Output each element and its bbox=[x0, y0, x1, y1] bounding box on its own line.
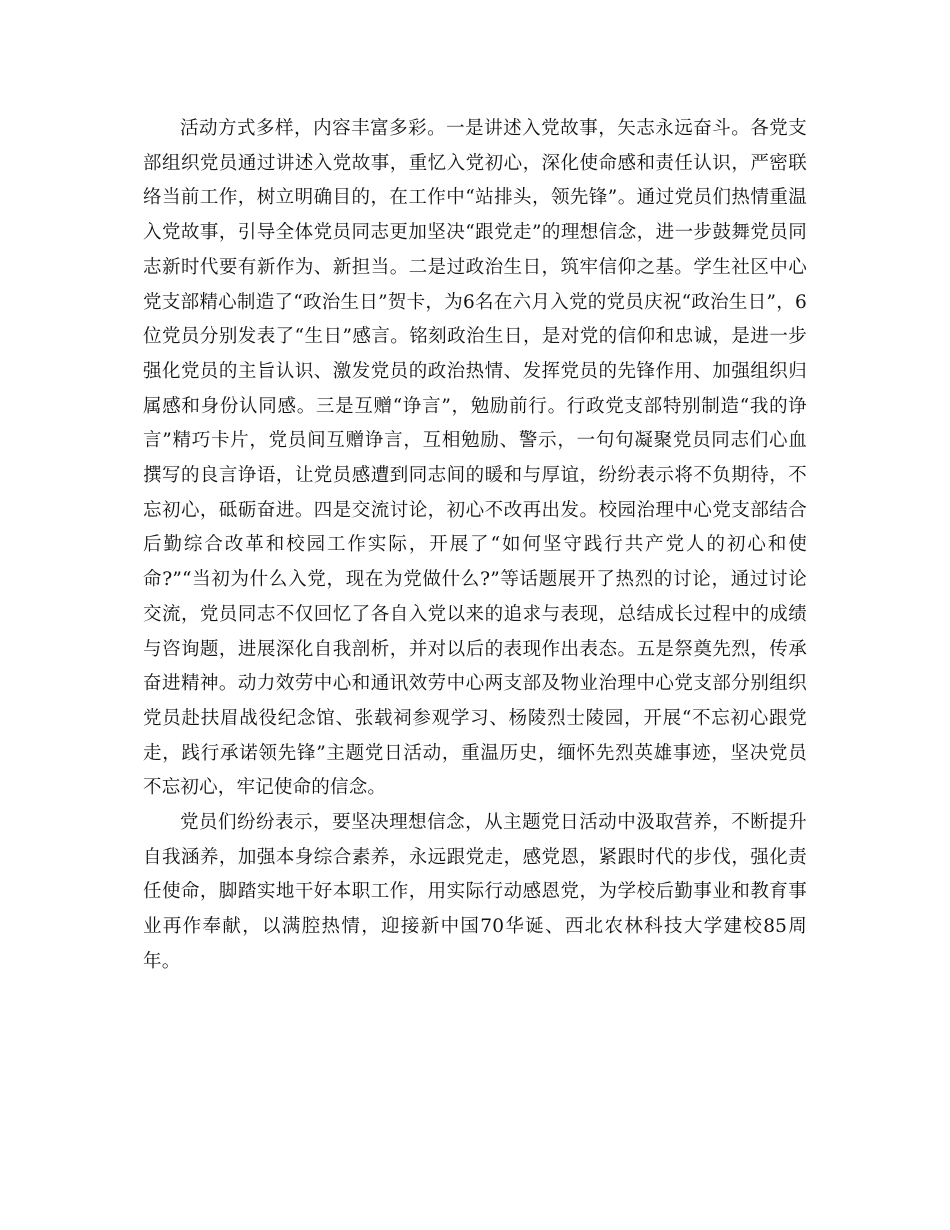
paragraph-conclusion: 党员们纷纷表示，要坚决理想信念，从主题党日活动中汲取营养，不断提升自我涵养，加强本身综合素养，永远跟党走，感党恩，紧跟时代的步伐，强化责任使命，脚踏实地干好本职工作，用实际行动感恩党，为学校后勤事业和教育事业再作奉献，以满腔热情，迎接新中国70华诞、西北农林科技大学建校85周年。 bbox=[143, 812, 807, 972]
document-body bbox=[143, 112, 807, 980]
paragraph-activities: 活动方式多样，内容丰富多彩。一是讲述入党故事，矢志永远奋斗。各党支部组织党员通过讲述入党故事，重忆入党初心，深化使命感和责任认识，严密联络当前工作，树立明确目的，在工作中“站排头，领先锋”。通过党员们热情重温入党故事，引导全体党员同志更加坚决“跟党走”的理想信念，进一步鼓舞党员同志新时代要有新作为、新担当。二是过政治生日，筑牢信仰之基。学生社区中心党支部精心制造了“政治生日”贺卡，为6名在六月入党的党员庆祝“政治生日”，6位党员分别发表了“生日”感言。铭刻政治生日，是对党的信仰和忠诚，是进一步强化党员的主旨认识、激发党员的政治热情、发挥党员的先锋作用、加强组织归属感和身份认同感。三是互赠“诤言”，勉励前行。行政党支部特别制造“我的诤言”精巧卡片，党员间互赠诤言，互相勉励、警示，一句句凝聚党员同志们心血撰写的良言诤语，让党员感遭到同志间的暖和与厚谊，纷纷表示将不负期待，不忘初心，砥砺奋进。四是交流讨论，初心不改再出发。校园治理中心党支部结合后勤综合改革和校园工作实际，开展了“如何坚守践行共产党人的初心和使命?”“当初为什么入党，现在为党做什么?”等话题展开了热烈的讨论，通过讨论交流，党员同志不仅回忆了各自入党以来的追求与表现，总结成长过程中的成绩与咨询题，进展深化自我剖析，并对以后的表现作出表态。五是祭奠先烈，传承奋进精神。动力效劳中心和通讯效劳中心两支部及物业治理中心党支部分别组织党员赴扶眉战役纪念馆、张载祠参观学习、杨陵烈士陵园，开展“不忘初心跟党走，践行承诺领先锋”主题党日活动，重温历史，缅怀先烈英雄事迹，坚决党员不忘初心，牢记使命的信念。 bbox=[143, 118, 807, 799]
